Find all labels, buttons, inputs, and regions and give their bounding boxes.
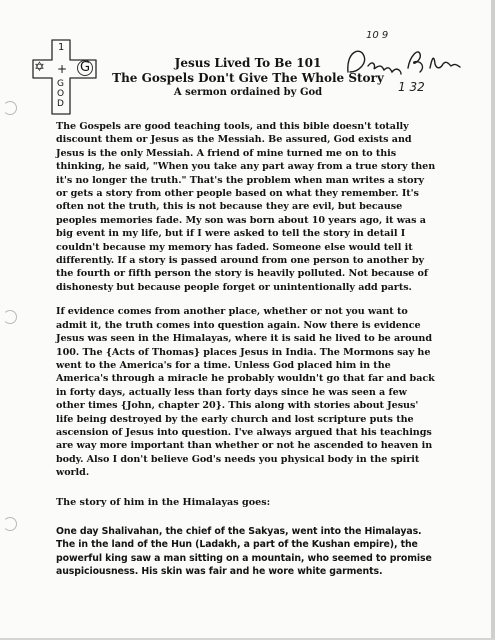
sermon-body [56, 120, 436, 579]
section-heading: The story of him in the Himalayas goes: [56, 496, 271, 508]
cross-letter-1: 1 [58, 42, 65, 53]
story-paragraph: One day Shalivahan, the chief of the Sakyas, went into the Himalayas. The in the land of the Hun (Ladakh, a part of the Kushan empire), the powerful king saw a man sitting on a mountain, who seemed to promise auspiciousness. His skin was fair and he wore white garments. [56, 525, 432, 578]
page-title: Jesus Lived To Be 101 [174, 56, 322, 70]
punch-hole-top [3, 101, 17, 115]
punch-hole-middle [3, 310, 17, 324]
star-of-david-icon: ✡ [34, 60, 45, 75]
handwritten-number-top: 10 9 [366, 30, 389, 41]
cross-letter-o: O [57, 89, 65, 99]
paragraph-2: If evidence comes from another place, whether or not you want to admit it, the truth comes into question again. Now there is evidence Jesus was seen in the Himalayas, where it is said he lived to be around 100. The {Acts of Thomas} places Jesus in India. The Mormons say he went to the America's for a time. Unless God placed him in the America's through a miracle he probably wouldn't go that far and back in forty days, actually less than forty days since he was seen a few other times {John, chapter 20}. This along with stories about Jesus' life being destroyed by the early church and lost scripture puts the ascension of Jesus into question. I've always argued that his teachings are way more important than whether or not he ascended to heaven in body. Also I don't believe God's needs you physical body in the spirit world. [56, 306, 435, 479]
title-block [108, 56, 388, 100]
scan-edge-right [491, 0, 495, 640]
page-subtitle: The Gospels Don't Give The Whole Story [112, 71, 384, 85]
punch-hole-bottom [3, 517, 17, 531]
cross-letter-plus: + [57, 62, 68, 76]
cross-letter-d: D [57, 99, 64, 109]
handwritten-number-bottom: 1 32 [398, 80, 425, 94]
page-byline: A sermon ordained by God [173, 87, 323, 98]
cross-letter-g2: G [57, 79, 64, 89]
cross-icon [30, 38, 100, 116]
cross-letter-g: G [77, 60, 93, 76]
paragraph-1: The Gospels are good teaching tools, and this bible doesn't totally discount them or Jesus as the Messiah. Be assured, God exists and Jesus is the only Messiah. A friend of mine turned me on to this thinking, he said, "When you take any part away from a true story then it's no longer the truth." That's the problem when man writes a story or gets a story from other people based on what they remember. It's often not the truth, this is not because they are evil, but because peoples memories fade. My son was born about 10 years ago, it was a big event in my life, but if I were asked to tell the story in detail I couldn't because my memory has faded. Someone else would tell it differently. If a story is passed around from one person to another by the fourth or fifth person the story is heavily polluted. Not because of dishonesty but because people forget or unintentionally add parts. [56, 121, 436, 293]
